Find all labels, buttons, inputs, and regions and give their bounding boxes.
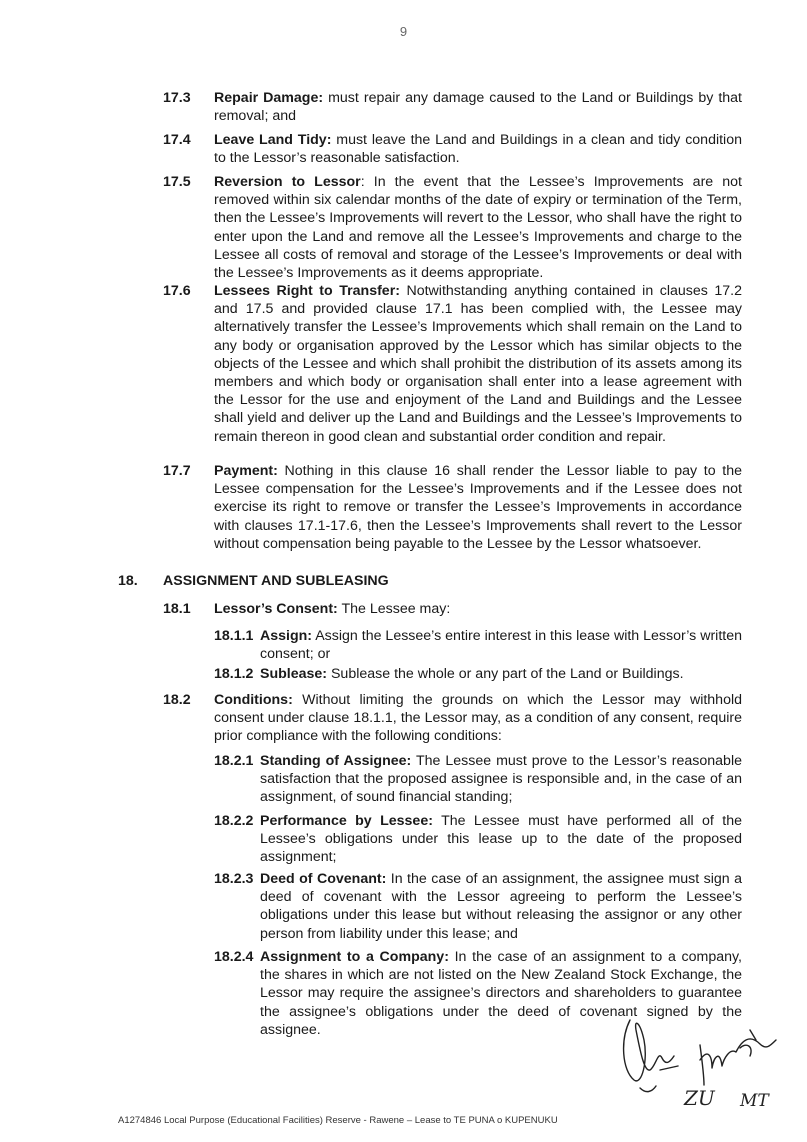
clause-title: Assign: <box>260 628 313 644</box>
clause-text: Sublease the whole or any part of the Land or Buildings. <box>327 666 684 682</box>
clause-text: The Lessee must have performed all of the Lessee’s obligations under this lease up to the date of the proposed assignment; <box>260 813 742 866</box>
clause-title: Reversion to Lessor <box>214 174 361 190</box>
clause-17-6 <box>214 282 742 446</box>
clause-text: Assign the Lessee’s entire interest in this lease with Lessor’s written consent; or <box>260 628 742 663</box>
clause-number: 18.2 <box>163 692 191 708</box>
clause-title: Deed of Covenant: <box>260 871 387 887</box>
clause-17-4 <box>214 131 742 167</box>
clause-18-2-1 <box>260 752 742 807</box>
subclause-number: 18.1.2 <box>214 666 254 682</box>
section-number: 18. <box>118 573 138 589</box>
clause-number: 18.1 <box>163 601 191 617</box>
clause-text: The Lessee must prove to the Lessor’s reasonable satisfaction that the proposed assignee is responsible and, in the case of an assignment, of sound financial standing; <box>260 753 742 806</box>
clause-number: 17.5 <box>163 174 191 190</box>
clause-text: In the case of an assignment, the assignee must sign a deed of covenant with the Lessor agreeing to perform the Lessee’s obligations under this lease but without releasing the assignor or any other person from liability under this lease; and <box>260 871 742 942</box>
clause-title: Sublease: <box>260 666 328 682</box>
clause-title: Payment: <box>214 463 278 479</box>
clause-18-1-1 <box>260 627 742 663</box>
clause-text: The Lessee may: <box>337 601 451 617</box>
subclause-number: 18.2.1 <box>214 753 254 769</box>
clause-title: Repair Damage: <box>214 90 324 106</box>
handwritten-signatures <box>600 1000 800 1110</box>
clause-text: Notwithstanding anything contained in clauses 17.2 and 17.5 and provided clause 17.1 has been complied with, the Lessee may alternatively transfer the Lessee’s Improvements which shall remain on the Land to any body or organisation approved by the Lessor which has similar objects to the objects of the Lessee and which shall prohibit the distribution of its assets among its members and which body or organisation shall enter into a lease agreement with the Lessor for the use and enjoyment of the Land and Buildings and the Lessee shall yield and deliver up the Land and Buildings and the Lessee’s Improvements to remain thereon in good clean and substantial order condition and repair. <box>214 283 743 445</box>
subclause-number: 18.2.4 <box>214 949 254 965</box>
document-footer: A1274846 Local Purpose (Educational Facilities) Reserve - Rawene – Lease to TE PUNA o KUPENUKU <box>118 1115 558 1126</box>
clause-text: In the case of an assignment to a company, the shares in which are not listed on the New Zealand Stock Exchange, the Lessor may require the assignee’s directors and shareholders to guarantee the assignee’s obligations under the deed of covenant signed by the assignee. <box>260 949 743 1038</box>
clause-title: Lessor’s Consent: <box>214 601 338 617</box>
clause-title: Standing of Assignee: <box>260 753 412 769</box>
clause-text: Nothing in this clause 16 shall render the Lessor liable to pay to the Lessee compensation for the Lessee’s Improvements and if the Lessee does not exercise its right to remove or transfer the Lessee’s Improvements in accordance with clauses 17.1-17.6, then the Lessee’s Improvements shall revert to the Lessor without compensation being payable to the Lessee by the Lessor whatsoever. <box>214 463 742 552</box>
initials-zu: ZU <box>684 1086 715 1110</box>
initials-mt: MT <box>740 1091 769 1110</box>
clause-number: 17.7 <box>163 463 191 479</box>
clause-title: Leave Land Tidy: <box>214 132 332 148</box>
clause-18-1-2 <box>260 665 742 683</box>
section-title: ASSIGNMENT AND SUBLEASING <box>163 573 389 589</box>
clause-number: 17.3 <box>163 90 191 106</box>
subclause-number: 18.1.1 <box>214 628 254 644</box>
page-number: 9 <box>399 24 408 39</box>
clause-title: Assignment to a Company: <box>260 949 449 965</box>
subclause-number: 18.2.3 <box>214 871 254 887</box>
clause-18-2-3 <box>260 870 742 943</box>
clause-title: Conditions: <box>214 692 293 708</box>
clause-title: Performance by Lessee: <box>260 813 433 829</box>
clause-18-1 <box>214 600 742 618</box>
clause-17-5 <box>214 173 742 282</box>
clause-text: must leave the Land and Buildings in a clean and tidy condition to the Lessor’s reasonable satisfaction. <box>214 132 742 167</box>
subclause-number: 18.2.2 <box>214 813 254 829</box>
clause-number: 17.4 <box>163 132 191 148</box>
clause-number: 17.6 <box>163 283 191 299</box>
clause-17-3 <box>214 89 742 125</box>
clause-text: Without limiting the grounds on which the Lessor may withhold consent under clause 18.1.1, the Lessor may, as a condition of any consent, require prior compliance with the following conditions: <box>214 692 742 745</box>
clause-18-2-2 <box>260 812 742 867</box>
clause-text: must repair any damage caused to the Land or Buildings by that removal; and <box>214 90 742 125</box>
clause-text: : In the event that the Lessee’s Improvements are not removed within six calendar months of the date of expiry or termination of the Term, then the Lessee’s Improvements will revert to the Lessor, who shall have the right to enter upon the Land and remove all the Lessee’s Improvements and charge to the Lessee all costs of removal and storage of the Lessee’s Improvements or deal with the Lessee’s Improvements as it deems appropriate. <box>214 174 743 282</box>
clause-18-2 <box>214 691 742 746</box>
clause-title: Lessees Right to Transfer: <box>214 283 400 299</box>
clause-17-7 <box>214 462 742 553</box>
